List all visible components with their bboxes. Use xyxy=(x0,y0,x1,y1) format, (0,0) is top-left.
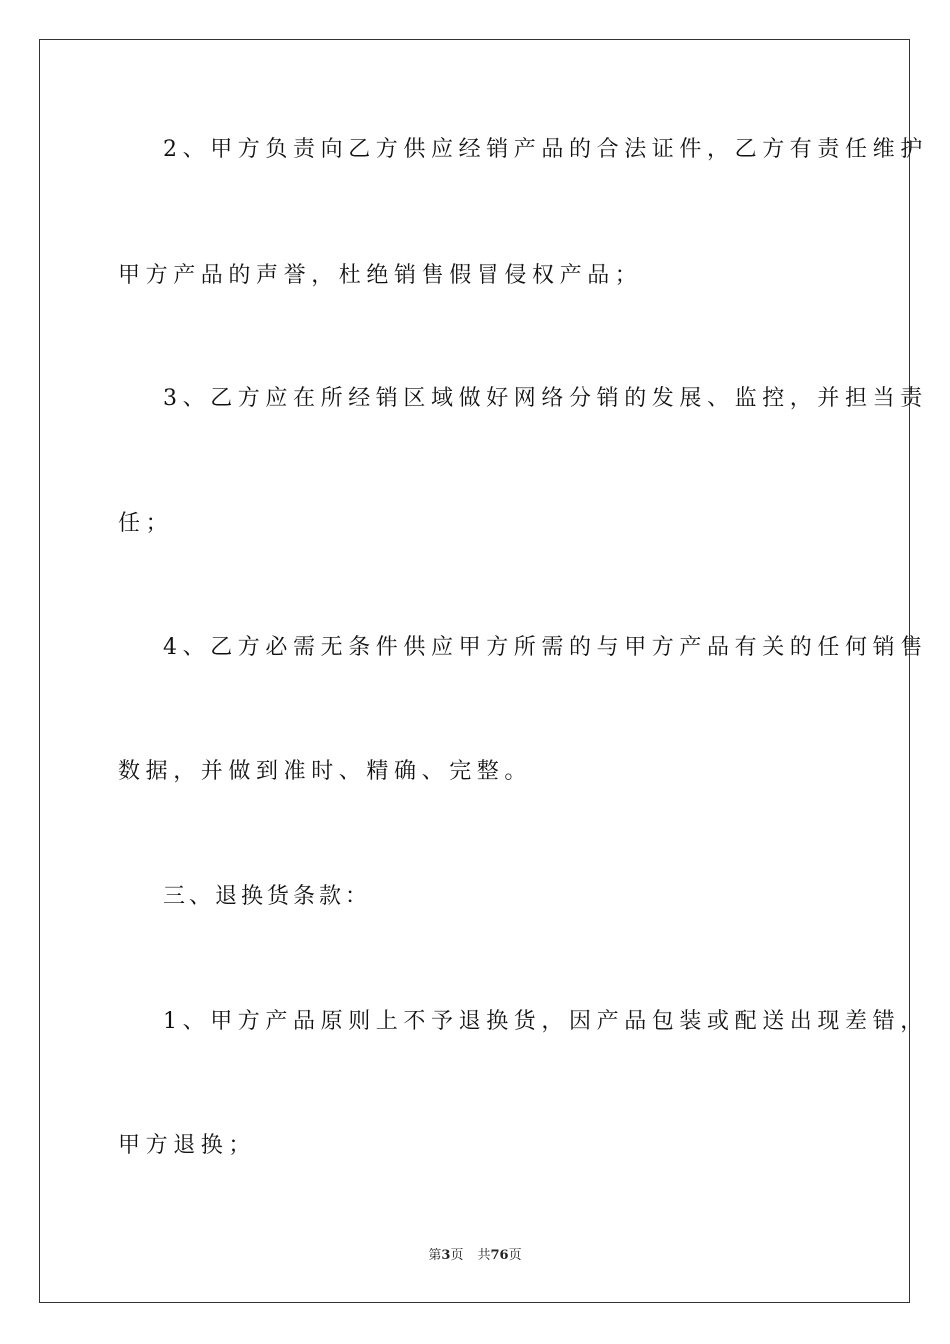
page-border xyxy=(39,39,928,1303)
section-3-paragraph-1-line-1: 1、甲方产品原则上不予退换货，因产品包装或配送出现差错， xyxy=(163,1009,928,1034)
page-footer xyxy=(0,1247,950,1265)
footer-page-prefix: 第 xyxy=(428,1248,442,1263)
footer-total-prefix: 共 xyxy=(477,1248,491,1263)
paragraph-3-line-2: 任； xyxy=(118,511,174,536)
footer-page-number: 3 xyxy=(441,1248,451,1263)
paragraph-4-line-2: 数据，并做到准时、精确、完整。 xyxy=(118,759,533,784)
paragraph-2-line-2: 甲方产品的声誉，杜绝销售假冒侵权产品； xyxy=(118,263,643,288)
footer-total-pages: 76 xyxy=(490,1248,509,1263)
paragraph-3-line-1: 3、乙方应在所经销区域做好网络分销的发展、监控，并担当责 xyxy=(163,386,928,411)
footer-total-suffix: 页 xyxy=(508,1248,522,1263)
section-3-paragraph-1-line-2: 甲方退换； xyxy=(118,1133,257,1158)
paragraph-2-line-1: 2、甲方负责向乙方供应经销产品的合法证件，乙方有责任维护 xyxy=(163,137,928,162)
paragraph-4-line-1: 4、乙方必需无条件供应甲方所需的与甲方产品有关的任何销售 xyxy=(163,635,928,660)
section-heading: 三、退换货条款： xyxy=(163,884,372,909)
footer-page-suffix: 页 xyxy=(450,1248,464,1263)
